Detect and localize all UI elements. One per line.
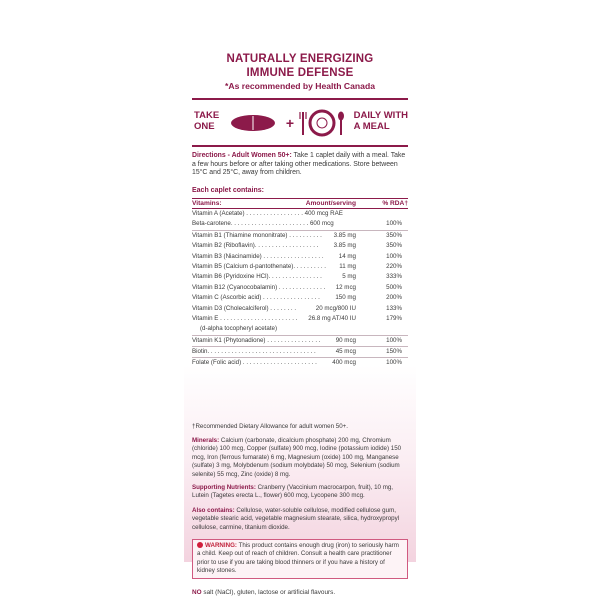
vitamin-name: Vitamin E . . . . . . . . . . . . . . . . . . . . . . . [192,314,298,322]
vitamin-table [192,198,408,369]
directions-text: Take 1 caplet daily with a meal. Take a few hours before or after taking other medications. Store between 15°C and 25°C, away from children. [192,152,406,177]
also-contains [192,507,408,532]
warning-text: This product contains enough drug (iron) to seriously harm a child. Keep out of reach of children. Consult a health care practitioner prior to use if you are taking blood thinners or if you have a history of kidney stones. [197,542,399,575]
meal-icon [300,111,344,135]
minerals-text: Calcium (carbonate, dicalcium phosphate) 200 mg, Chromium (chloride) 100 mcg, Copper (sulfate) 900 mcg, Iodine (potassium iodide) 150 mcg, Iron (ferrous fumarate) 6 mg, Magnesium (oxide) 100 mg, Manganese (sulfate) 3 mg, Molybdenum (sodium molybdate) 50 mcg, Selenium (sodium selenite) 55 mcg, Zinc (oxide) 8 mg. [192,437,402,478]
supporting-label: Supporting Nutrients: [192,484,256,491]
vitamin-amount: 400 mcg [332,359,356,367]
no-label: NO [192,589,202,596]
headline [184,52,416,80]
vitamin-rda: 100% [386,359,402,367]
vitamin-amount: 45 mcg [335,348,356,356]
no-salt-statement [192,589,335,596]
plus-sign: + [285,115,295,131]
vitamin-name: (d-alpha tocopheryl acetate) [200,325,278,333]
dose-instructions [192,104,408,142]
vitamin-name: Beta-carotene. . . . . . . . . . . . . . . . . . . . . . . 600 mcg [192,220,334,228]
headline-line-1: NATURALLY ENERGIZING [226,53,374,65]
warning-label: WARNING: [205,542,237,549]
vitamin-row [192,357,408,368]
vitamin-row [192,346,408,357]
also-text: Cellulose, water-soluble cellulose, modified cellulose gum, vegetable stearic acid, vegetable magnesium stearate, silica, hydroxypropyl cellulose, carmine, titanium dioxide. [192,507,400,531]
directions [192,152,408,178]
vitamin-rda: 150% [386,348,402,356]
vitamin-name: Vitamin B1 (Thiamine mononitrate) . . . . . . . . . . [192,231,322,239]
headline-line-2: IMMUNE DEFENSE [246,67,354,79]
vitamin-rda: 220% [386,262,402,270]
vitamin-amount: 3.85 mg [333,242,356,250]
vitamin-name: Vitamin B5 (Calcium d-pantothenate). . . . . . . . . . [192,262,327,270]
vitamin-rda: 133% [386,304,402,312]
vitamin-name: Vitamin D3 (Cholecalciferol) . . . . . . . . [192,304,297,312]
minerals-label: Minerals: [192,437,220,444]
vitamin-row [192,252,408,262]
vitamin-amount: 20 mcg/800 IU [315,304,356,312]
vitamin-row [192,324,408,334]
vitamin-row [192,219,408,229]
subheadline: *As recommended by Health Canada [225,81,375,91]
vitamin-amount: 3.85 mg [333,231,356,239]
vitamin-row [192,272,408,282]
vitamin-rda: 100% [386,252,402,260]
vitamin-rda: 350% [386,231,402,239]
vitamin-name: Vitamin B2 (Riboflavin). . . . . . . . . . . . . . . . . . . [192,242,319,250]
daily-line-1: DAILY WITH [353,110,408,121]
vitamin-row [192,241,408,251]
col-vitamins: Vitamins: [192,200,222,207]
dose-rule [192,145,408,147]
take-line-1: TAKE [194,110,220,121]
vitamin-rda: 100% [386,220,402,228]
vitamin-amount: 5 mg [342,273,356,281]
warning-icon [197,542,203,548]
vitamin-rda: 500% [386,283,402,291]
vitamin-row [192,304,408,314]
vitamin-amount: 26.8 mg AT/40 IU [308,314,356,322]
vitamin-amount: 14 mg [338,252,356,260]
vitamin-rda: 350% [386,242,402,250]
caplet-contents-title: Each caplet contains: [192,187,264,194]
daily-line-2: A MEAL [353,121,390,132]
vitamin-rda: 100% [386,336,402,344]
vitamin-rda: 200% [386,294,402,302]
vitamin-name: Vitamin B6 (Pyridoxine HCl). . . . . . . . . . . . . . . . [192,273,322,281]
directions-label: Directions - Adult Women 50+: [192,152,292,159]
minerals [192,437,408,479]
vitamin-name: Vitamin K1 (Phytonadione) . . . . . . . . . . . . . . . . [192,336,321,344]
col-amount: Amount/serving [305,200,356,207]
vitamin-name: Vitamin B12 (Cyanocobalamin) . . . . . . . . . . . . . . [192,283,326,291]
also-label: Also contains: [192,507,235,514]
vitamin-row [192,314,408,324]
take-line-2: ONE [194,121,215,132]
vitamin-row [192,209,408,219]
take-one-label [194,110,219,132]
vitamin-row [192,293,408,303]
vitamin-name: Vitamin C (Ascorbic acid) . . . . . . . . . . . . . . . . . [192,294,320,302]
supporting-nutrients [192,484,408,501]
vitamin-name: Biotin. . . . . . . . . . . . . . . . . . . . . . . . . . . . . . . . [192,348,316,356]
vitamin-rows [192,209,408,369]
supporting-text: Cranberry (Vaccinium macrocarpon, fruit), 10 mg, Lutein (Tagetes erecta L., flower) 600 mcg, Lycopene 300 mcg. [192,484,394,500]
col-rda: % RDA† [382,200,408,207]
vitamin-amount: 90 mcg [335,336,356,344]
vitamin-amount: 11 mg [339,262,356,270]
top-rule [192,98,408,100]
vitamin-amount: 12 mcg [335,283,356,291]
daily-with-meal-label [354,110,408,132]
rda-note: †Recommended Dietary Allowance for adult women 50+. [192,423,348,430]
warning-box [192,539,408,579]
vitamin-amount: 150 mg [335,294,356,302]
vitamin-rda: 333% [386,273,402,281]
label-panel [184,44,416,596]
vitamin-row [192,262,408,272]
vitamin-row [192,230,408,241]
no-salt-text: salt (NaCl), gluten, lactose or artificial flavours. [201,589,336,596]
vitamin-row [192,335,408,346]
vitamin-name: Vitamin A (Acetate) . . . . . . . . . . . . . . . . . 400 mcg RAE [192,210,343,217]
vitamin-name: Vitamin B3 (Niacinamide) . . . . . . . . . . . . . . . . . . [192,252,324,260]
vitamin-row [192,283,408,293]
vitamin-rda: 179% [386,314,402,322]
vitamin-table-header [192,198,408,209]
caplet-plus-meal-icon [230,106,350,140]
vitamin-name: Folate (Folic acid) . . . . . . . . . . . . . . . . . . . . . . [192,359,317,367]
